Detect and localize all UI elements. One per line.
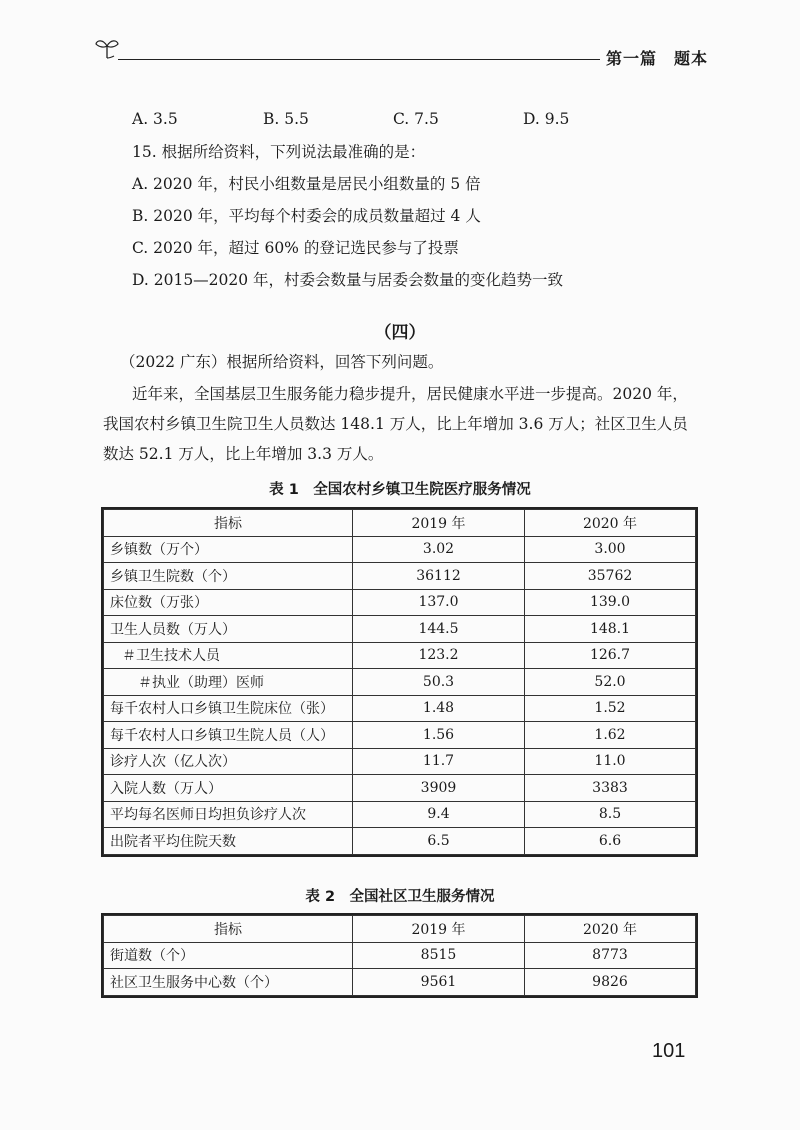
row-label: 入院人数（万人） [104,775,353,802]
row-label: ＃执业（助理）医师 [104,669,353,696]
table-row [104,722,696,749]
cell-2020: 3383 [525,775,696,802]
header-cell: 2020 年 [525,510,696,537]
table-row [104,536,696,563]
cell-2019: 36112 [353,563,525,590]
cell-2019: 1.48 [353,695,525,722]
cell-2019: 8515 [353,942,525,969]
table-row [104,695,696,722]
table-row [104,589,696,616]
table-row [104,969,696,996]
table2-caption: 表 2 全国社区卫生服务情况 [305,889,495,905]
table-header-row [104,510,696,537]
row-label: 乡镇卫生院数（个） [104,563,353,590]
table-row [104,801,696,828]
cell-2019: 123.2 [353,642,525,669]
header-cell: 指标 [104,916,353,943]
cell-2020: 6.6 [525,828,696,855]
row-label: 每千农村人口乡镇卫生院床位（张） [104,695,353,722]
cell-2020: 1.62 [525,722,696,749]
cell-2020: 8.5 [525,801,696,828]
table-row [104,942,696,969]
sprout-icon [94,36,120,60]
table-row [104,828,696,855]
header-title: 第一篇 题本 [606,49,709,68]
table-header-row [104,916,696,943]
cell-2020: 52.0 [525,669,696,696]
table-row [104,748,696,775]
table1 [103,509,696,855]
q15-stem: 15. 根据所给资料，下列说法最准确的是： [132,143,426,161]
row-label: 社区卫生服务中心数（个） [104,969,353,996]
paragraph-line-3: 数达 52.1 万人，比上年增加 3.3 万人。 [103,445,384,463]
cell-2019: 9561 [353,969,525,996]
paragraph-line-2: 我国农村乡镇卫生院卫生人员数达 148.1 万人，比上年增加 3.6 万人；社区卫生人员 [103,415,688,433]
cell-2020: 35762 [525,563,696,590]
row-label: 乡镇数（万个） [104,536,353,563]
cell-2019: 50.3 [353,669,525,696]
row-label: 诊疗人次（亿人次） [104,748,353,775]
paragraph-line-1: 近年来，全国基层卫生服务能力稳步提升，居民健康水平进一步提高。2020 年， [132,385,688,403]
q15-option-c: C. 2020 年，超过 60% 的登记选民参与了投票 [132,239,459,257]
header-cell: 2020 年 [525,916,696,943]
header-cell: 2019 年 [353,916,525,943]
header-cell: 2019 年 [353,510,525,537]
cell-2019: 3.02 [353,536,525,563]
table-row [104,563,696,590]
cell-2020: 148.1 [525,616,696,643]
page-number: 101 [652,1040,686,1062]
q14-option-a: A. 3.5 [132,110,178,128]
row-label: 每千农村人口乡镇卫生院人员（人） [104,722,353,749]
cell-2020: 3.00 [525,536,696,563]
table-row [104,669,696,696]
row-label: ＃卫生技术人员 [104,642,353,669]
cell-2020: 8773 [525,942,696,969]
table-row [104,642,696,669]
cell-2019: 137.0 [353,589,525,616]
row-label: 卫生人员数（万人） [104,616,353,643]
q15-option-d: D. 2015—2020 年，村委会数量与居委会数量的变化趋势一致 [132,271,564,289]
header-cell: 指标 [104,510,353,537]
cell-2019: 3909 [353,775,525,802]
q14-option-b: B. 5.5 [263,110,309,128]
q15-option-a: A. 2020 年，村民小组数量是居民小组数量的 5 倍 [132,175,481,193]
cell-2019: 11.7 [353,748,525,775]
q15-option-b: B. 2020 年，平均每个村委会的成员数量超过 4 人 [132,207,481,225]
row-label: 出院者平均住院天数 [104,828,353,855]
q14-option-d: D. 9.5 [523,110,570,128]
cell-2019: 6.5 [353,828,525,855]
q14-option-c: C. 7.5 [393,110,439,128]
cell-2019: 1.56 [353,722,525,749]
section-title: （四） [374,323,426,343]
row-label: 平均每名医师日均担负诊疗人次 [104,801,353,828]
cell-2020: 139.0 [525,589,696,616]
cell-2019: 144.5 [353,616,525,643]
row-label: 床位数（万张） [104,589,353,616]
table-row [104,616,696,643]
table1-caption: 表 1 全国农村乡镇卫生院医疗服务情况 [269,482,531,498]
cell-2020: 9826 [525,969,696,996]
header-rule [118,59,600,60]
row-label: 街道数（个） [104,942,353,969]
section-intro: （2022 广东）根据所给资料，回答下列问题。 [120,353,444,371]
table-row [104,775,696,802]
cell-2020: 1.52 [525,695,696,722]
table2 [103,915,696,996]
cell-2019: 9.4 [353,801,525,828]
cell-2020: 126.7 [525,642,696,669]
cell-2020: 11.0 [525,748,696,775]
